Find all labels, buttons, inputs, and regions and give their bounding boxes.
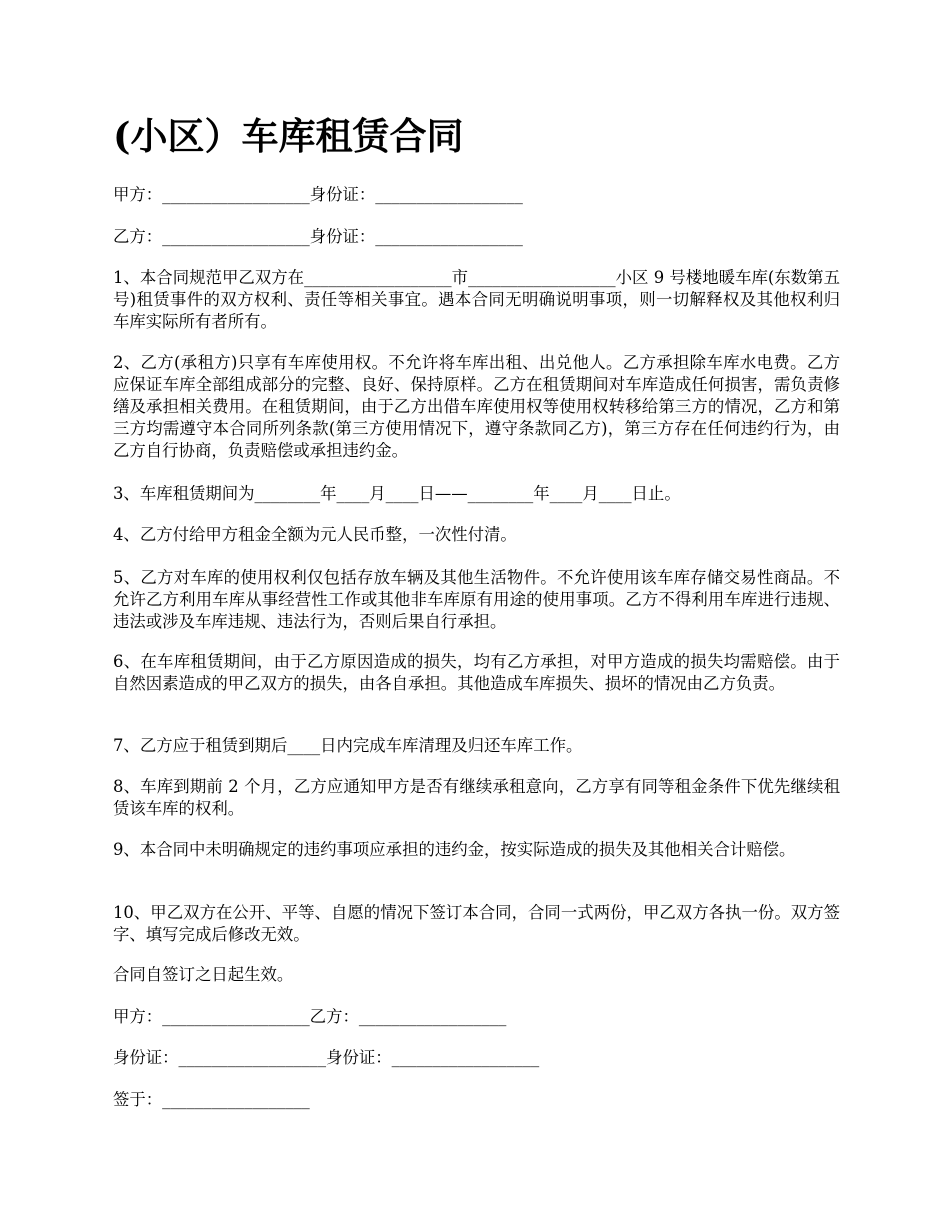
clause-3: 3、车库租赁期间为________年____月____日——________年____月____日止。: [113, 484, 681, 503]
sign-id-line: 身份证：__________________身份证：__________________: [113, 1048, 540, 1067]
clause-7: 7、乙方应于租赁到期后____日内完成车库清理及归还车库工作。: [113, 736, 583, 755]
sign-place-line: 签于：__________________: [113, 1090, 310, 1109]
clause-6: 6、在车库租赁期间，由于乙方原因造成的损失，均有乙方承担，对甲方造成的损失均需赔偿。由于自然因素造成的甲乙双方的损失，由各自承担。其他造成车库损失、损坏的情况由乙方负责。: [113, 652, 840, 693]
clause-5: 5、乙方对车库的使用权利仅包括存放车辆及其他生活物件。不允许使用该车库存储交易性商品。不允许乙方利用车库从事经营性工作或其他非车库原有用途的使用事项。乙方不得利用车库进行违规、违法或涉及车库违规、违法行为，否则后果自行承担。: [113, 568, 840, 631]
clause-8: 8、车库到期前 2 个月，乙方应通知甲方是否有继续承租意向，乙方享有同等租金条件下优先继续租赁该车库的权利。: [113, 777, 840, 818]
sign-parties-line: 甲方：__________________乙方：__________________: [113, 1007, 507, 1026]
effective-note: 合同自签订之日起生效。: [113, 965, 294, 984]
clause-1: 1、本合同规范甲乙双方在__________________市__________________小区 9 号楼地暖车库(东数第五号)租赁事件的双方权利、责任等相关事宜。遇本合同无明确说明事项，则一切解释权及其他权利归车库实际所有者所有。: [113, 268, 840, 331]
clause-4: 4、乙方付给甲方租金全额为元人民币整，一次性付清。: [113, 525, 517, 544]
clause-9: 9、本合同中未明确规定的违约事项应承担的违约金，按实际造成的损失及其他相关合计赔偿。: [113, 840, 796, 859]
clause-2: 2、乙方(承租方)只享有车库使用权。不允许将车库出租、出兑他人。乙方承担除车库水电费。乙方应保证车库全部组成部分的完整、良好、保持原样。乙方在租赁期间对车库造成任何损害，需负责修缮及承担相关费用。在租赁期间，由于乙方出借车库使用权等使用权转移给第三方的情况，乙方和第三方均需遵守本合同所列条款(第三方使用情况下，遵守条款同乙方)，第三方存在任何违约行为，由乙方自行协商，负责赔偿或承担违约金。: [113, 353, 840, 460]
party-a-line: 甲方：__________________身份证：__________________: [113, 185, 523, 204]
party-b-line: 乙方：__________________身份证：__________________: [113, 227, 523, 246]
page-title: (小区）车库租赁合同: [113, 114, 464, 158]
clause-10: 10、甲乙双方在公开、平等、自愿的情况下签订本合同，合同一式两份，甲乙双方各执一份。双方签字、填写完成后修改无效。: [113, 903, 840, 944]
